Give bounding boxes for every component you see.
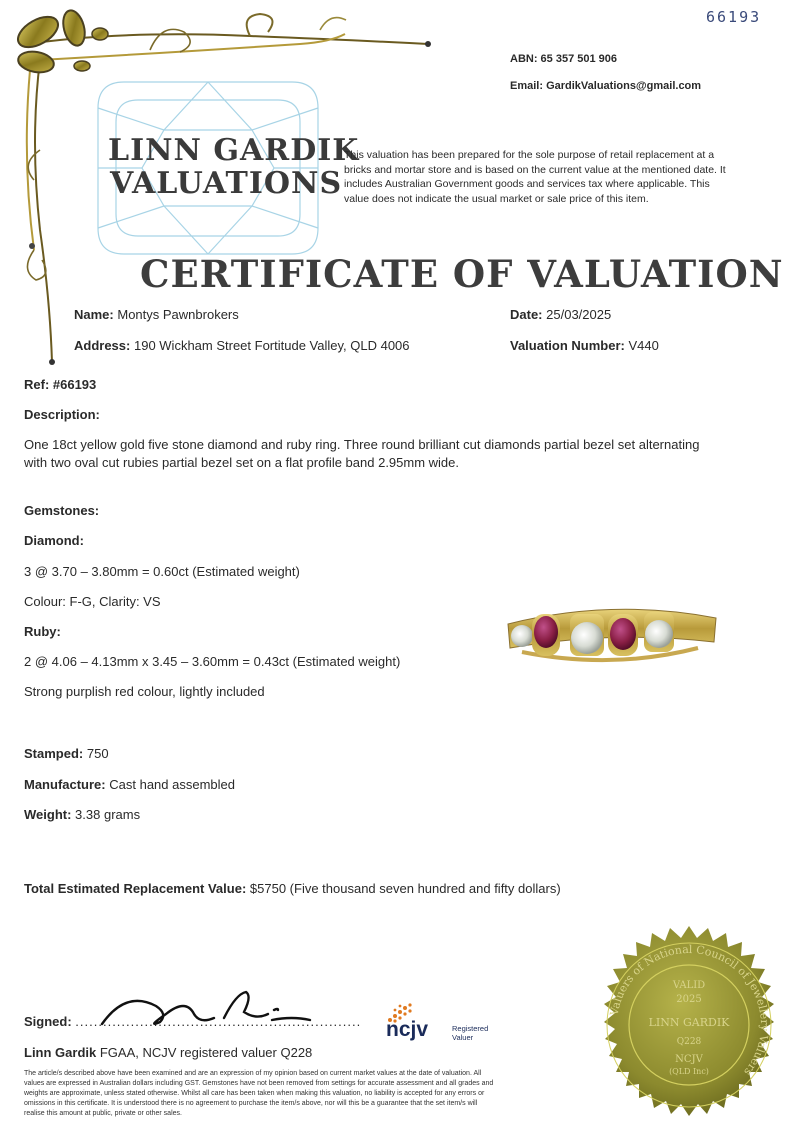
reference-number: Ref: #66193 (24, 377, 97, 392)
signature-dots: .............................................................. (75, 1014, 362, 1029)
ncjv-caption (452, 1024, 488, 1042)
seal-line-1: VALID (672, 980, 706, 991)
disclaimer-line: weights are approximate, unless stated otherwise. Whilst all care has been taken when making this valuation, no liability is accepted for any errors or (24, 1090, 485, 1097)
diamond-grade: Colour: F-G, Clarity: VS (24, 594, 161, 609)
stamped-value: 750 (86, 746, 109, 761)
address-label: Address: (74, 338, 131, 353)
manufacture-value: Cast hand assembled (109, 777, 235, 792)
manufacture (24, 776, 235, 794)
description-line: One 18ct yellow gold five stone diamond and ruby ring. Three round brilliant cut diamonds partial bezel set alternating (24, 437, 700, 452)
ncjv-logo: ncjv (386, 1018, 429, 1041)
stamped (24, 745, 109, 763)
weight-value: 3.38 grams (75, 807, 141, 822)
weight (24, 806, 140, 824)
signer-credentials: FGAA, NCJV registered valuer Q228 (99, 1045, 313, 1060)
disclaimer (24, 1069, 564, 1119)
ruby-colour: Strong purplish red colour, lightly included (24, 684, 265, 699)
description-line: with two oval cut rubies partial bezel set on a flat profile band 2.95mm wide. (24, 455, 460, 470)
description-text (24, 436, 794, 472)
client-name (74, 307, 239, 322)
seal-line-6: (QLD Inc) (669, 1067, 709, 1076)
date-value: 25/03/2025 (546, 307, 612, 322)
valnum-value: V440 (628, 338, 659, 353)
client-address (74, 338, 410, 353)
intro-line: bricks and mortar store and is based on the current value at the mentioned date. It (344, 163, 726, 176)
intro-paragraph (344, 148, 726, 206)
diamond-details: 3 @ 3.70 – 3.80mm = 0.60ct (Estimated weight) (24, 564, 300, 579)
intro-line: This valuation has been prepared for the sole purpose of retail replacement at a (344, 149, 715, 161)
seal-line-4: Q228 (676, 1037, 702, 1047)
name-label: Name: (74, 307, 114, 322)
total-amount: $5750 (Five thousand seven hundred and fifty dollars) (249, 881, 561, 896)
ncjv-caption-line: Registered (452, 1024, 489, 1033)
abn: ABN: 65 357 501 906 (510, 53, 618, 65)
ruby-details: 2 @ 4.06 – 4.13mm x 3.45 – 3.60mm = 0.43ct (Estimated weight) (24, 654, 401, 669)
description-label: Description: (24, 407, 100, 422)
logo-line-2: VALUATIONS (110, 166, 343, 201)
valnum-label: Valuation Number: (510, 338, 625, 353)
seal-line-3: LINN GARDIK (648, 1016, 730, 1029)
seal-line-2: 2025 (676, 994, 702, 1005)
seal-line-5: NCJV (675, 1054, 703, 1065)
stamped-label: Stamped: (24, 746, 84, 761)
certificate-title: CERTIFICATE OF VALUATION (140, 252, 784, 296)
ring-photo (502, 596, 722, 670)
gemstones-label: Gemstones: (24, 503, 100, 518)
intro-line: includes Australian Government goods and services tax where applicable. This (344, 178, 710, 190)
total-value (24, 880, 561, 898)
valuation-date (510, 307, 611, 322)
total-label: Total Estimated Replacement Value: (24, 881, 247, 896)
disclaimer-line: values are expressed in Australian dollars including GST. Gemstones have not been removed from settings for accurate assessment and all grades and (24, 1080, 494, 1087)
disclaimer-line: realise this amount at public, private or other sales. (24, 1110, 182, 1117)
intro-line: value does not indicate the usual market or sale price of this item. (344, 192, 649, 205)
ruby-label: Ruby: (24, 624, 61, 639)
email: Email: GardikValuations@gmail.com (510, 80, 702, 92)
disclaimer-line: The article/s described above have been examined and are an expression of my opinion based on current market values at the date of valuation. All (24, 1070, 482, 1077)
ncjv-caption-line: Valuer (452, 1033, 474, 1042)
logo-line-1: LINN GARDIK (108, 133, 360, 168)
date-label: Date: (510, 307, 543, 322)
manufacture-label: Manufacture: (24, 777, 106, 792)
signature-icon (96, 984, 316, 1032)
name-value: Montys Pawnbrokers (117, 307, 239, 322)
address-value: 190 Wickham Street Fortitude Valley, QLD 4006 (133, 338, 410, 353)
handwritten-reference: 66193 (706, 8, 762, 26)
signed-label: Signed: (24, 1014, 72, 1029)
valuer-seal-icon (588, 924, 790, 1126)
signer (24, 1045, 312, 1060)
valuation-number (510, 338, 659, 353)
disclaimer-line: omissions in this certificate. It is understood there is no agreement to purchase the item/s above, nor will this be a guarantee that the set item/s will (24, 1100, 478, 1107)
seal-ring-text: Valuers of National Council of Jewellery Valuers (607, 942, 772, 1079)
weight-label: Weight: (24, 807, 72, 822)
signer-name: Linn Gardik (24, 1045, 97, 1060)
diamond-label: Diamond: (24, 533, 84, 548)
